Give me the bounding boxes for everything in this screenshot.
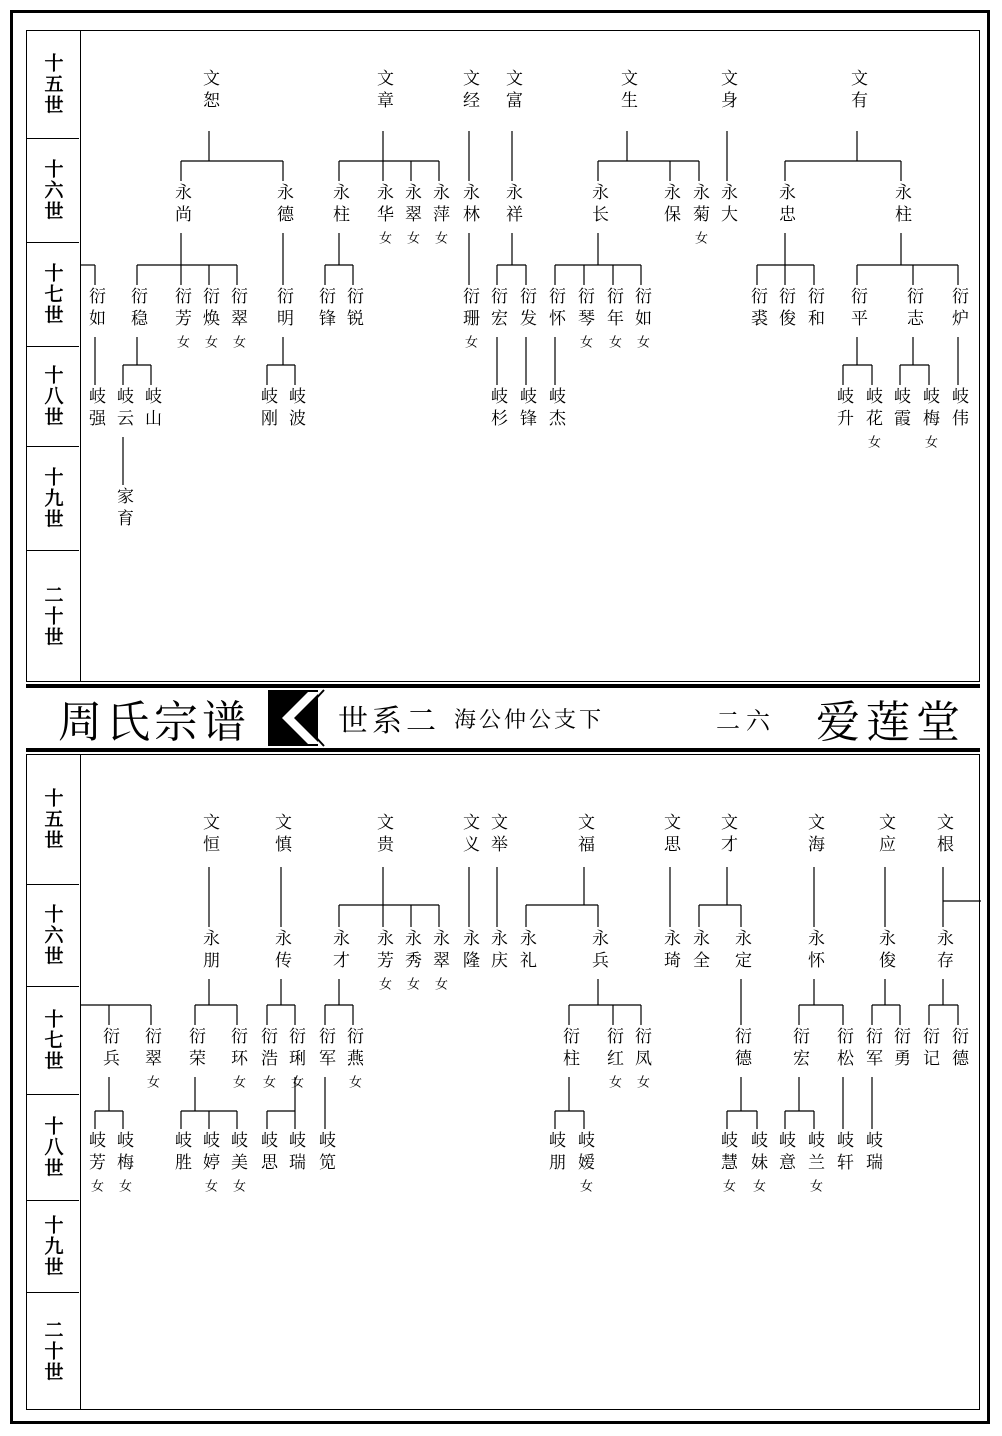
person-node: 衍锋 xyxy=(315,287,335,331)
section-label: 世系二 xyxy=(338,704,440,739)
person-node: 永传 xyxy=(271,929,291,973)
person-node: 岐梅 女 xyxy=(920,387,938,444)
person-node: 岐婷 女 xyxy=(200,1131,218,1188)
person-node: 文慎 xyxy=(271,813,291,857)
generation-label: 十七世 xyxy=(41,263,64,326)
person-node: 衍记 xyxy=(919,1027,939,1071)
generation-label: 二十世 xyxy=(41,584,64,648)
person-node: 岐慧 女 xyxy=(718,1131,736,1188)
person-node: 衍年 女 xyxy=(604,287,622,344)
person-node: 衍军 xyxy=(862,1027,882,1071)
person-node: 衍芳 女 xyxy=(172,287,190,344)
person-node: 永俊 xyxy=(875,929,895,973)
person-node: 家育 xyxy=(113,487,133,531)
person-node: 岐胜 xyxy=(171,1131,191,1175)
person-node: 永保 xyxy=(660,183,680,227)
person-node: 衍俊 xyxy=(775,287,795,331)
person-node: 永秀 女 xyxy=(402,929,420,986)
person-node: 永存 xyxy=(933,929,953,973)
person-node: 衍锐 xyxy=(343,287,363,331)
generation-label: 十六世 xyxy=(41,159,64,222)
person-node: 岐升 xyxy=(833,387,853,431)
person-node: 文义 xyxy=(459,813,479,857)
person-node: 文章 xyxy=(373,69,393,113)
person-node: 衍德 xyxy=(731,1027,751,1071)
book-title: 周氏宗谱 xyxy=(58,697,250,748)
branch-label: 海公仲公支下 xyxy=(454,707,605,733)
person-node: 衍红 女 xyxy=(604,1027,622,1084)
person-node: 衍德 xyxy=(948,1027,968,1071)
banner-fishtail-ornament xyxy=(266,684,326,752)
person-node: 永翠 女 xyxy=(402,183,420,240)
person-node: 文身 xyxy=(717,69,737,113)
person-node: 岐轩 xyxy=(833,1131,853,1175)
person-node: 衍明 xyxy=(273,287,293,331)
person-node: 岐强 xyxy=(85,387,105,431)
person-node: 衍如 女 xyxy=(632,287,650,344)
person-node: 衍琴 女 xyxy=(575,287,593,344)
genealogy-panel-top xyxy=(26,30,980,682)
person-node: 岐瑞 xyxy=(862,1131,882,1175)
person-node: 永全 xyxy=(689,929,709,973)
person-node: 永尚 xyxy=(171,183,191,227)
person-node: 永芳 女 xyxy=(374,929,392,986)
person-node: 永菊 女 xyxy=(690,183,708,240)
person-node: 永怀 xyxy=(804,929,824,973)
person-node: 衍焕 女 xyxy=(200,287,218,344)
person-node: 岐杰 xyxy=(545,387,565,431)
person-node: 永祥 xyxy=(502,183,522,227)
person-node: 文贵 xyxy=(373,813,393,857)
generation-label: 十九世 xyxy=(41,467,64,530)
person-node: 永林 xyxy=(459,183,479,227)
person-node: 衍翠 女 xyxy=(228,287,246,344)
person-node: 文富 xyxy=(502,69,522,113)
person-node: 永柱 xyxy=(329,183,349,227)
person-node: 岐伟 xyxy=(948,387,968,431)
person-node: 文举 xyxy=(487,813,507,857)
person-node: 文恕 xyxy=(199,69,219,113)
person-node: 衍宏 xyxy=(487,287,507,331)
person-node: 永柱 xyxy=(891,183,911,227)
tree-lines-top xyxy=(27,31,981,683)
person-node: 岐朋 xyxy=(545,1131,565,1175)
person-node: 衍凤 女 xyxy=(632,1027,650,1084)
generation-label: 十八世 xyxy=(41,1116,64,1179)
person-node: 永才 xyxy=(329,929,349,973)
person-node: 永礼 xyxy=(516,929,536,973)
person-node: 永大 xyxy=(717,183,737,227)
person-node: 岐思 xyxy=(257,1131,277,1175)
person-node: 岐兰 女 xyxy=(805,1131,823,1188)
page-number: 二六 xyxy=(716,706,776,735)
generation-label: 十七世 xyxy=(41,1009,64,1072)
person-node: 衍怀 xyxy=(545,287,565,331)
person-node: 文有 xyxy=(847,69,867,113)
person-node: 衍发 xyxy=(516,287,536,331)
person-node: 衍兵 xyxy=(99,1027,119,1071)
person-node: 永德 xyxy=(273,183,293,227)
person-node: 文根 xyxy=(933,813,953,857)
person-node: 岐锋 xyxy=(516,387,536,431)
person-node: 文才 xyxy=(717,813,737,857)
person-node: 衍浩 女 xyxy=(258,1027,276,1084)
person-node: 衍环 女 xyxy=(228,1027,246,1084)
person-node: 岐山 xyxy=(141,387,161,431)
person-node: 永琦 xyxy=(660,929,680,973)
person-node: 衍军 xyxy=(315,1027,335,1071)
generation-label: 十九世 xyxy=(41,1215,64,1278)
person-node: 永定 xyxy=(731,929,751,973)
person-node: 衍翠 女 xyxy=(142,1027,160,1084)
person-node: 岐笕 xyxy=(315,1131,335,1175)
hall-name: 爱莲堂 xyxy=(816,697,966,748)
person-node: 永兵 xyxy=(588,929,608,973)
person-node: 文应 xyxy=(875,813,895,857)
person-node: 文海 xyxy=(804,813,824,857)
person-node: 衍志 xyxy=(903,287,923,331)
person-node: 永翠 女 xyxy=(430,929,448,986)
person-node: 永萍 女 xyxy=(430,183,448,240)
generation-label: 二十世 xyxy=(41,1319,64,1383)
person-node: 岐云 xyxy=(113,387,133,431)
person-node: 岐瑞 xyxy=(285,1131,305,1175)
page-banner xyxy=(26,684,980,752)
person-node: 岐梅 女 xyxy=(114,1131,132,1188)
person-node: 文经 xyxy=(459,69,479,113)
person-node: 衍裘 xyxy=(747,287,767,331)
genealogy-panel-bottom xyxy=(26,754,980,1410)
person-node: 衍勇 xyxy=(890,1027,910,1071)
person-node: 永庆 xyxy=(487,929,507,973)
person-node: 岐刚 xyxy=(257,387,277,431)
person-node: 岐意 xyxy=(775,1131,795,1175)
person-node: 永朋 xyxy=(199,929,219,973)
person-node: 永华 女 xyxy=(374,183,392,240)
person-node: 文福 xyxy=(574,813,594,857)
person-node: 衍稳 xyxy=(127,287,147,331)
person-node: 文恒 xyxy=(199,813,219,857)
person-node: 岐波 xyxy=(285,387,305,431)
person-node: 岐嫒 女 xyxy=(575,1131,593,1188)
person-node: 衍平 xyxy=(847,287,867,331)
person-node: 文生 xyxy=(617,69,637,113)
person-node: 衍如 xyxy=(85,287,105,331)
generation-label: 十八世 xyxy=(41,365,64,428)
person-node: 永忠 xyxy=(775,183,795,227)
person-node: 衍宏 xyxy=(789,1027,809,1071)
person-node: 衍荣 xyxy=(185,1027,205,1071)
person-node: 岐美 女 xyxy=(228,1131,246,1188)
person-node: 岐妹 女 xyxy=(748,1131,766,1188)
person-node: 岐芳 女 xyxy=(86,1131,104,1188)
person-node: 衍和 xyxy=(804,287,824,331)
person-node: 衍琍 女 xyxy=(286,1027,304,1084)
person-node: 衍柱 xyxy=(559,1027,579,1071)
person-node: 文思 xyxy=(660,813,680,857)
person-node: 衍燕 女 xyxy=(344,1027,362,1084)
person-node: 岐杉 xyxy=(487,387,507,431)
generation-label: 十五世 xyxy=(41,53,64,116)
generation-label: 十五世 xyxy=(41,788,64,851)
person-node: 衍松 xyxy=(833,1027,853,1071)
person-node: 岐霞 xyxy=(890,387,910,431)
person-node: 永长 xyxy=(588,183,608,227)
generation-label: 十六世 xyxy=(41,904,64,967)
person-node: 岐花 女 xyxy=(863,387,881,444)
person-node: 永隆 xyxy=(459,929,479,973)
person-node: 衍珊 女 xyxy=(460,287,478,344)
person-node: 衍炉 xyxy=(948,287,968,331)
